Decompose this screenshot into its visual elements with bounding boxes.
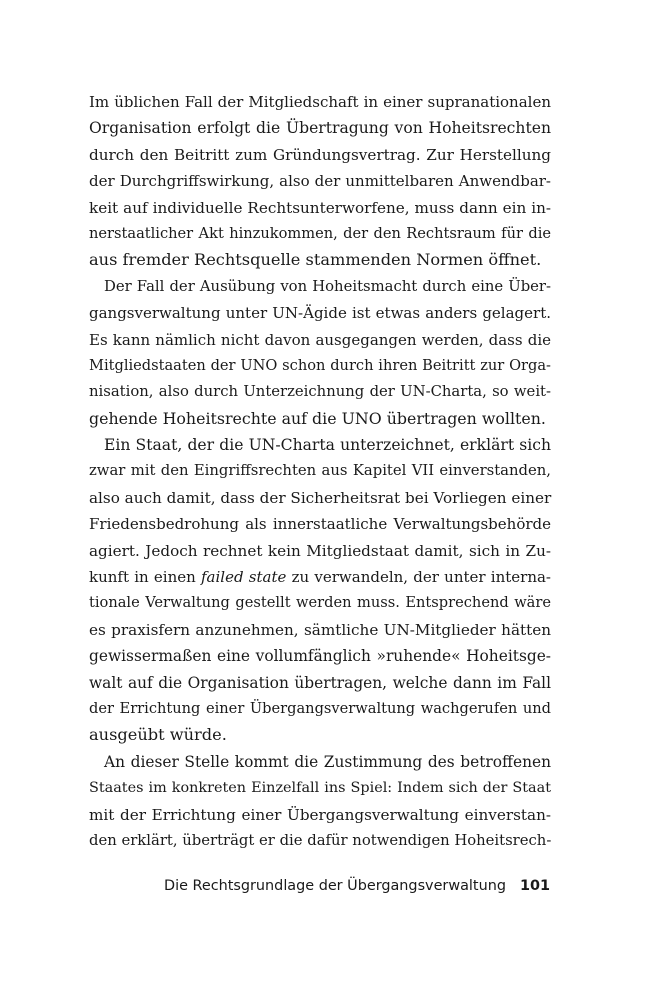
page-footer xyxy=(164,878,550,894)
text-line xyxy=(89,564,551,590)
text-run: kunft in einen xyxy=(89,568,201,587)
text-line: mit der Errichtung einer Übergangsverwaltung einverstan- xyxy=(89,805,551,824)
text-line: den erklärt, überträgt er die dafür notwendigen Hoheitsrech- xyxy=(89,831,552,849)
text-line: Staates im konkreten Einzelfall ins Spiel: Indem sich der Staat xyxy=(89,780,551,797)
text-line: es praxisfern anzunehmen, sämtliche UN-Mitglieder hätten xyxy=(89,620,551,639)
text-line: Im üblichen Fall der Mitgliedschaft in einer supranationalen xyxy=(89,93,551,111)
text-line: walt auf die Organisation übertragen, welche dann im Fall xyxy=(89,673,551,692)
text-line: nerstaatlicher Akt hinzukommen, der den Rechtsraum für die xyxy=(89,224,551,242)
body-text xyxy=(89,89,551,854)
text-line: der Durchgriffswirkung, also der unmittelbaren Anwendbar- xyxy=(89,172,551,191)
text-line: Ein Staat, der die UN-Charta unterzeichnet, erklärt sich xyxy=(104,436,551,455)
text-line: Der Fall der Ausübung von Hoheitsmacht durch eine Über- xyxy=(104,277,551,295)
text-line: aus fremder Rechtsquelle stammenden Normen öffnet. xyxy=(89,250,542,270)
paragraph xyxy=(89,432,551,749)
text-line: Organisation erfolgt die Übertragung von Hoheitsrechten xyxy=(89,119,551,138)
text-line: zwar mit den Eingriffsrechten aus Kapitel VII einverstanden, xyxy=(89,462,551,480)
text-line: ausgeübt würde. xyxy=(89,725,227,745)
text-line: keit auf individuelle Rechtsunterworfene, muss dann ein in- xyxy=(89,198,551,217)
running-head: Die Rechtsgrundlage der Übergangsverwaltung xyxy=(164,878,506,894)
text-line: gewissermaßen eine vollumfänglich »ruhende« Hoheitsge- xyxy=(89,647,551,666)
text-line: Friedensbedrohung als innerstaatliche Verwaltungsbehörde xyxy=(89,515,551,534)
text-line: der Errichtung einer Übergangsverwaltung wachgerufen und xyxy=(89,699,551,717)
text-line: An dieser Stelle kommt die Zustimmung des betroffenen xyxy=(104,752,551,771)
paragraph xyxy=(89,89,551,274)
text-line: gehende Hoheitsrechte auf die UNO übertragen wollten. xyxy=(89,408,546,428)
italic-term: failed state xyxy=(201,568,287,587)
text-line: also auch damit, dass der Sicherheitsrat bei Vorliegen einer xyxy=(89,488,552,507)
page-number: 101 xyxy=(519,878,550,894)
text-line: Es kann nämlich nicht davon ausgegangen werden, dass die xyxy=(89,330,551,349)
text-line: Mitgliedstaaten der UNO schon durch ihren Beitritt zur Orga- xyxy=(89,356,551,374)
text-run: zu verwandeln, der unter interna- xyxy=(286,568,551,587)
text-line: nisation, also durch Unterzeichnung der UN-Charta, so weit- xyxy=(89,383,551,401)
text-line: tionale Verwaltung gestellt werden muss. Entsprechend wäre xyxy=(89,594,551,612)
text-line: agiert. Jedoch rechnet kein Mitgliedstaat damit, sich in Zu- xyxy=(89,541,551,560)
text-line: gangsverwaltung unter UN-Ägide ist etwas anders gelagert. xyxy=(89,304,551,323)
paragraph xyxy=(89,274,551,432)
text-line: durch den Beitritt zum Gründungsvertrag. Zur Herstellung xyxy=(89,145,551,164)
paragraph xyxy=(89,749,551,855)
